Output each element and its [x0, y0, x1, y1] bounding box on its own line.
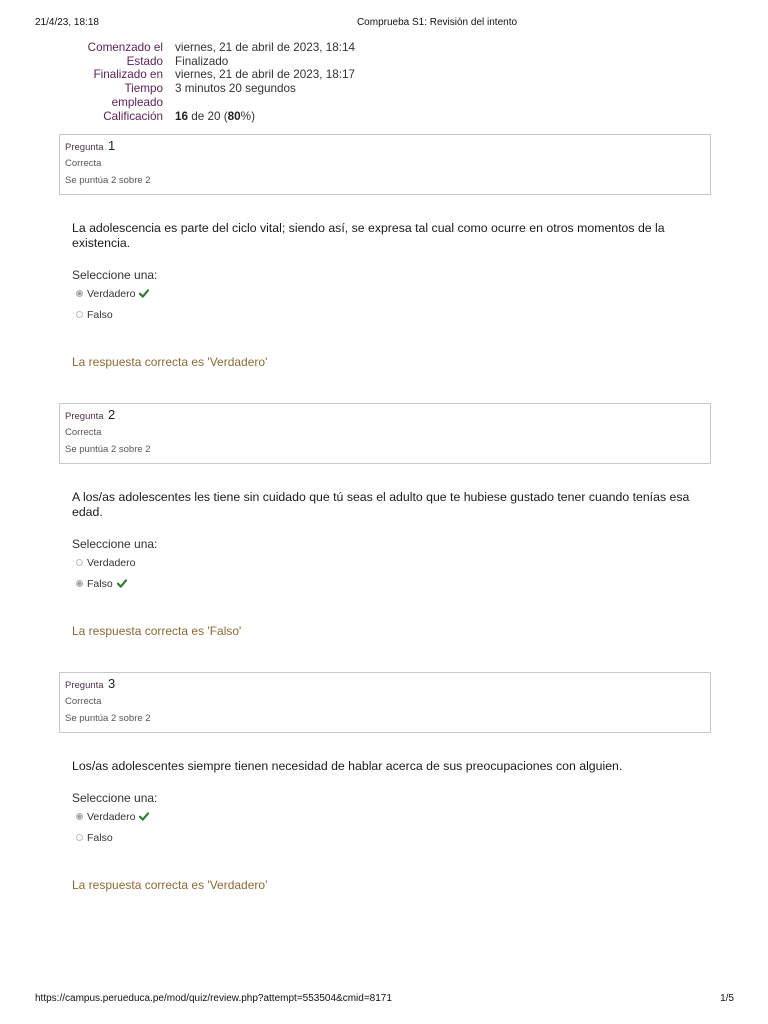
summary-row-time	[81, 82, 641, 109]
correct-answer-feedback: La respuesta correcta es 'Verdadero'	[72, 877, 268, 892]
checkmark-icon	[117, 579, 127, 588]
question-number	[65, 137, 710, 155]
question-3	[59, 672, 711, 892]
page-counter: 1/5	[720, 993, 734, 1004]
summary-value: Finalizado	[175, 54, 229, 68]
summary-row-state	[81, 55, 641, 69]
answer-prompt: Seleccione una:	[72, 536, 158, 551]
question-number	[65, 675, 710, 693]
radio-icon[interactable]	[76, 580, 83, 587]
question-state: Correcta	[65, 158, 102, 169]
print-datetime: 21/4/23, 18:18	[35, 17, 99, 28]
summary-label: Tiempo empleado	[111, 82, 163, 109]
question-text: Los/as adolescentes siempre tienen necesidad de hablar acerca de sus preocupaciones con alguien.	[72, 759, 623, 773]
summary-row-finished	[81, 68, 641, 82]
answer-option-label: Verdadero	[87, 287, 136, 300]
question-2	[59, 403, 711, 638]
summary-value: viernes, 21 de abril de 2023, 18:14	[175, 41, 355, 54]
radio-icon[interactable]	[76, 834, 83, 841]
answer-option-label: Verdadero	[87, 810, 136, 823]
answer-option-falso[interactable]	[72, 304, 707, 325]
question-text: A los/as adolescentes les tiene sin cuidado que tú seas el adulto que te hubiese gustado tener cuando tenías esa edad.	[72, 490, 690, 519]
answer-option-label: Verdadero	[87, 556, 136, 569]
summary-label: Comenzado el	[87, 41, 163, 54]
question-number-label: Pregunta	[65, 411, 104, 422]
answer-option-label: Falso	[87, 308, 113, 321]
summary-value: viernes, 21 de abril de 2023, 18:17	[175, 68, 355, 82]
summary-label: Finalizado en	[93, 68, 163, 82]
grade-earned: 16	[175, 109, 189, 123]
question-grade: Se puntúa 2 sobre 2	[65, 713, 151, 724]
summary-value: 3 minutos 20 segundos	[175, 82, 296, 96]
print-footer-url: https://campus.perueduca.pe/mod/quiz/review.php?attempt=553504&cmid=8171	[35, 993, 392, 1004]
summary-row-started	[81, 41, 641, 55]
grade-value	[175, 110, 255, 124]
question-grade: Se puntúa 2 sobre 2	[65, 175, 151, 186]
question-info-box	[59, 672, 711, 733]
radio-icon[interactable]	[76, 559, 83, 566]
question-content	[72, 490, 707, 638]
question-number-value: 1	[108, 138, 116, 153]
answer-options	[72, 552, 707, 594]
summary-label: Estado	[126, 54, 163, 68]
answer-options	[72, 806, 707, 848]
question-content	[72, 759, 707, 892]
attempt-summary	[81, 41, 641, 123]
question-info-box	[59, 134, 711, 195]
answer-option-label: Falso	[87, 831, 113, 844]
question-state: Correcta	[65, 427, 102, 438]
question-state: Correcta	[65, 696, 102, 707]
question-text: La adolescencia es parte del ciclo vital; siendo así, se expresa tal cual como ocurre en otros momentos de la existencia.	[72, 221, 665, 250]
correct-answer-feedback: La respuesta correcta es 'Verdadero'	[72, 354, 268, 369]
question-info-box	[59, 403, 711, 464]
question-1	[59, 134, 711, 369]
answer-option-falso[interactable]	[72, 827, 707, 848]
correct-answer-feedback: La respuesta correcta es 'Falso'	[72, 623, 242, 638]
question-number-value: 2	[108, 407, 116, 422]
checkmark-icon	[139, 289, 149, 298]
grade-middle: de 20 (	[188, 109, 228, 123]
answer-option-verdadero[interactable]	[72, 806, 707, 827]
answer-prompt: Seleccione una:	[72, 267, 158, 282]
question-grade: Se puntúa 2 sobre 2	[65, 444, 151, 455]
checkmark-icon	[139, 812, 149, 821]
grade-percent: 80	[227, 109, 241, 123]
answer-option-falso[interactable]	[72, 573, 707, 594]
question-number-label: Pregunta	[65, 142, 104, 153]
print-page-title: Comprueba S1: Revisión del intento	[356, 17, 518, 28]
summary-row-grade	[81, 110, 641, 124]
answer-option-label: Falso	[87, 577, 113, 590]
radio-icon[interactable]	[76, 311, 83, 318]
question-content	[72, 221, 707, 369]
question-number	[65, 406, 710, 424]
answer-options	[72, 283, 707, 325]
summary-label: Calificación	[103, 109, 163, 123]
answer-option-verdadero[interactable]	[72, 552, 707, 573]
question-number-label: Pregunta	[65, 680, 104, 691]
grade-end: %)	[240, 109, 255, 123]
answer-prompt: Seleccione una:	[72, 790, 158, 805]
radio-icon[interactable]	[76, 290, 83, 297]
answer-option-verdadero[interactable]	[72, 283, 707, 304]
question-number-value: 3	[108, 676, 116, 691]
radio-icon[interactable]	[76, 813, 83, 820]
